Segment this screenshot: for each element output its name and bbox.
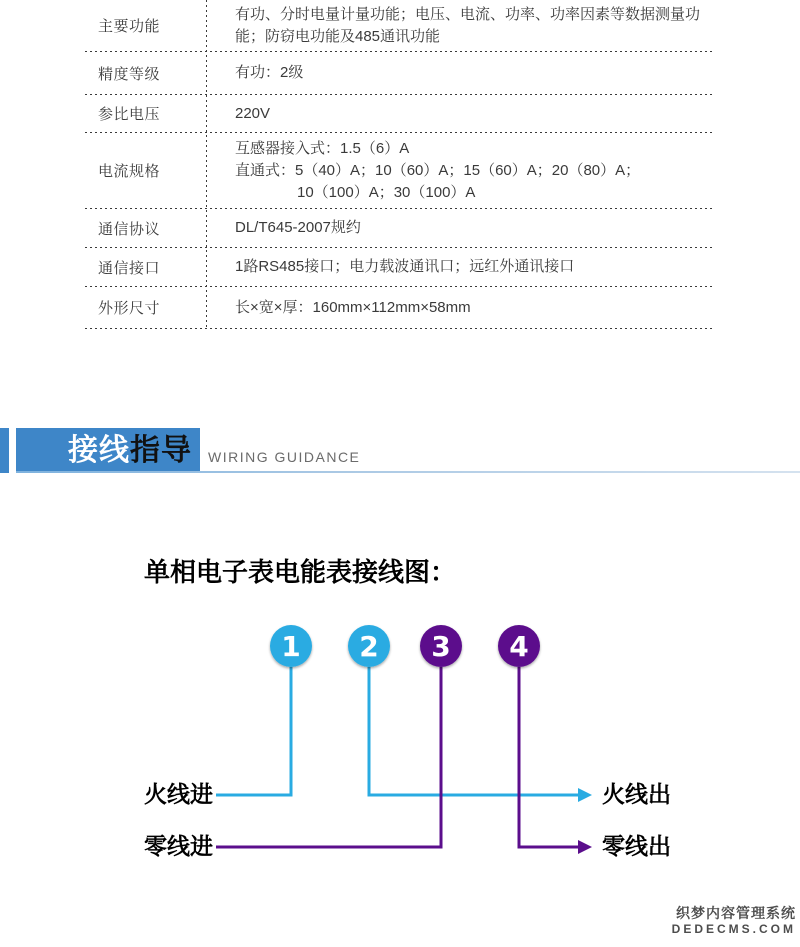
table-row-interface	[85, 248, 712, 286]
spec-label: 电流规格	[98, 163, 161, 180]
terminal-number-2: 2	[359, 630, 379, 663]
terminal-number-4: 4	[509, 630, 529, 663]
spec-value-line: 能；防窃电功能及485通讯功能	[235, 27, 441, 45]
spec-label: 参比电压	[98, 106, 161, 123]
table-column-divider	[206, 0, 207, 329]
spec-value	[206, 248, 712, 286]
section-subtitle-en: WIRING GUIDANCE	[208, 449, 361, 465]
label-neutral-wire-out: 零线出	[602, 833, 671, 859]
section-header	[16, 428, 200, 473]
spec-value	[206, 287, 712, 328]
terminal-number-3: 3	[431, 630, 451, 663]
table-row-voltage	[85, 95, 712, 132]
diagram-title: 单相电子表电能表接线图：	[144, 557, 457, 587]
spec-table	[85, 0, 712, 329]
cms-watermark	[672, 905, 796, 937]
row-divider	[85, 328, 712, 329]
section-title-part2: 指导	[130, 433, 192, 467]
spec-label: 通信协议	[98, 220, 161, 238]
spec-value-line: 直通式：5（40）A；10（60）A；15（60）A；20（80）A；	[235, 161, 641, 179]
spec-label: 外形尺寸	[98, 300, 161, 317]
spec-value-line: 长×宽×厚：160mm×112mm×58mm	[235, 298, 471, 316]
spec-value	[206, 209, 712, 247]
table-row-main-functions	[85, 0, 712, 51]
wire-live-in	[216, 667, 291, 795]
spec-value	[206, 0, 712, 51]
spec-value-line: 互感器接入式：1.5（6）A	[235, 139, 410, 157]
label-neutral-wire-in: 零线进	[144, 833, 213, 859]
label-live-wire-in: 火线进	[144, 781, 213, 807]
section-title-part1: 接线	[68, 433, 130, 467]
table-row-current	[85, 133, 712, 208]
watermark-line1: 织梦内容管理系统	[676, 905, 796, 921]
spec-value-line: 有功：2级	[235, 64, 304, 81]
terminal-number-1: 1	[281, 630, 301, 663]
wire-neutral-out	[519, 667, 579, 847]
spec-value-line: 1路RS485接口；电力载波通讯口；远红外通讯接口	[235, 258, 575, 275]
table-row-dimensions	[85, 287, 712, 328]
arrowhead-live-out	[578, 788, 592, 802]
section-underline	[16, 471, 800, 473]
spec-value-line: 有功、分时电量计量功能；电压、电流、功率、功率因素等数据测量功	[235, 5, 701, 23]
table-row-protocol	[85, 209, 712, 247]
spec-value-line: 10（100）A；30（100）A	[297, 183, 476, 201]
wire-live-out	[369, 667, 579, 795]
wire-neutral-in	[216, 667, 441, 847]
table-row-accuracy	[85, 52, 712, 94]
spec-label: 主要功能	[98, 18, 161, 35]
spec-value	[206, 133, 712, 208]
spec-label: 精度等级	[98, 65, 161, 83]
spec-label: 通信接口	[98, 259, 161, 277]
wiring-diagram	[0, 600, 800, 900]
spec-value	[206, 95, 712, 132]
label-live-wire-out: 火线出	[602, 781, 671, 807]
section-accent-bar	[0, 428, 9, 473]
arrowhead-neutral-out	[578, 840, 592, 854]
spec-value	[206, 52, 712, 94]
spec-value-line: 220V	[235, 104, 271, 122]
spec-value-line: DL/T645-2007规约	[235, 219, 361, 236]
watermark-line2: DEDECMS.COM	[671, 922, 796, 936]
